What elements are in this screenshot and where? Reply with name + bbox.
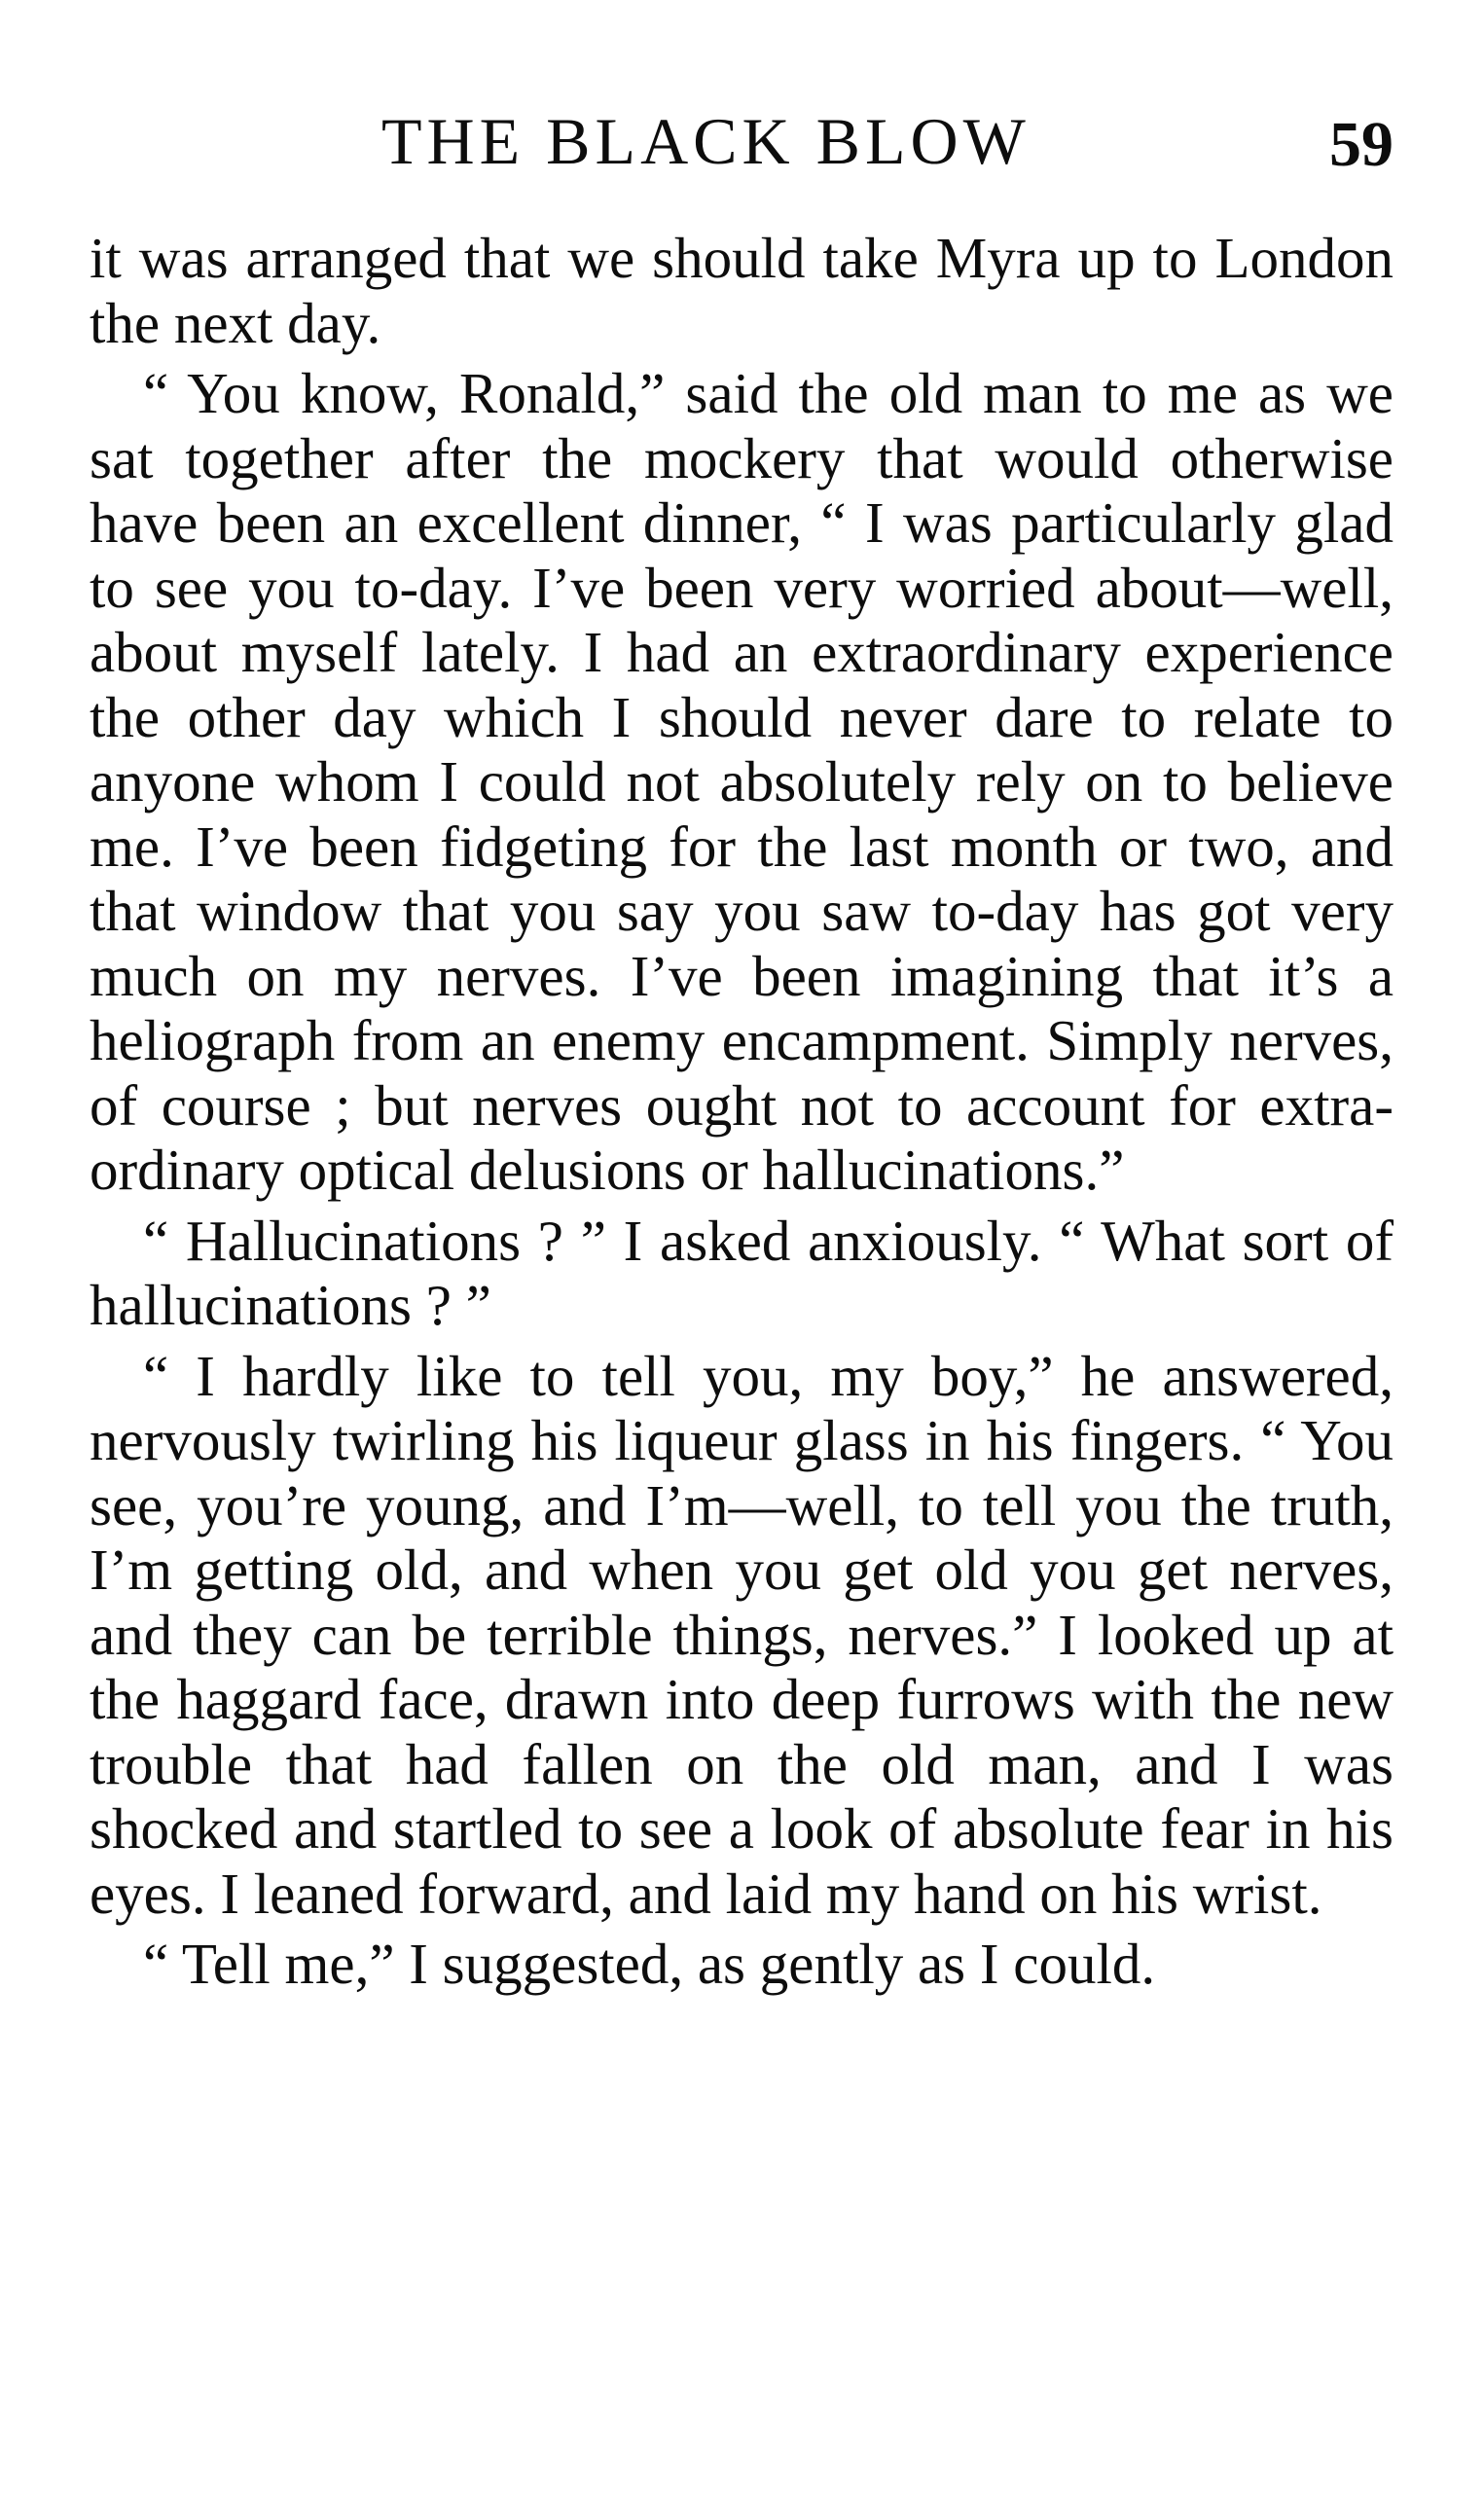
paragraph-1: it was arranged that we should take Myra up to London the next day. bbox=[90, 226, 1394, 355]
paragraph-2: “ You know, Ronald,” said the old man to me as we sat together after the mockery that would otherwise have been an excellent dinner, “ I was particularly glad to see you to-day. I’ve been very worried about—well, about myself lately. I had an extraordinary experience the other day which I should never dare to relate to anyone whom I could not absolutely rely on to believe me. I’ve been fidgeting for the last month or two, and that window that you say you saw to-day has got very much on my nerves. I’ve been imagining that it’s a heliograph from an enemy encampment. Simply nerves, of course ; but nerves ought not to account for extra-ordinary optical delusions or hallucinations.” bbox=[90, 361, 1394, 1202]
paragraph-5: “ Tell me,” I suggested, as gently as I could. bbox=[143, 1932, 1156, 1996]
page-number: 59 bbox=[1329, 109, 1394, 180]
page-header bbox=[90, 102, 1394, 180]
paragraph-4: “ I hardly like to tell you, my boy,” he answered, nervously twirling his liqueur glass in his fingers. “ You see, you’re young, and I’m—well, to tell you the truth, I’m getting old, and when you get old you get nerves, and they can be terrible things, nerves.” I looked up at the haggard face, drawn into deep furrows with the new trouble that had fallen on the old man, and I was shocked and startled to see a look of absolute fear in his eyes. I leaned forward, and laid my hand on his wrist. bbox=[90, 1343, 1394, 1926]
body-text bbox=[90, 226, 1394, 1997]
paragraph-3: “ Hallucinations ? ” I asked anxiously. “ What sort of hallucinations ? ” bbox=[90, 1208, 1394, 1337]
running-title: THE BLACK BLOW bbox=[381, 104, 1031, 178]
